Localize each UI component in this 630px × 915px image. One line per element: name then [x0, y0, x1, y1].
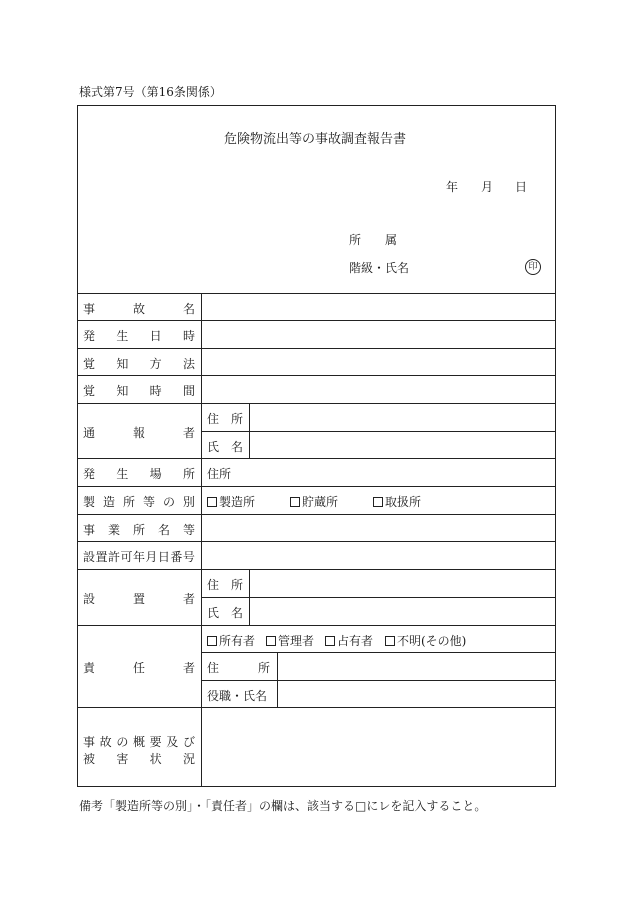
responsible-option[interactable]: 占有者 — [325, 632, 373, 649]
summary-label-line2: 被 害 状 況 — [83, 752, 195, 766]
permit-date-number-label: 設 置 許 可 年 月 日 番 号 — [83, 550, 195, 564]
row-divider — [77, 458, 556, 459]
facility-name-label: 事 業 所 名 等 — [83, 523, 195, 537]
date-day-label: 日 — [515, 180, 528, 194]
checkbox-icon[interactable] — [290, 497, 300, 507]
responsible-address-label: 住 所 — [207, 661, 270, 675]
responsible-option[interactable]: 不明(その他) — [385, 632, 466, 649]
row-divider — [201, 431, 556, 432]
row-divider — [77, 375, 556, 376]
row-divider — [77, 514, 556, 515]
row-divider — [201, 597, 556, 598]
row-divider — [201, 652, 556, 653]
installer-label: 設 置 者 — [83, 592, 195, 606]
row-divider — [77, 569, 556, 570]
facility-type-label: 製 造 所 等 の 別 — [83, 495, 195, 509]
responsible-option[interactable]: 管理者 — [266, 632, 314, 649]
facility-option[interactable]: 取扱所 — [373, 493, 421, 510]
label-column-divider — [201, 293, 202, 787]
form-title: 危険物流出等の事故調査報告書 — [223, 132, 406, 147]
reporter-label: 通 報 者 — [83, 426, 195, 440]
checkbox-icon[interactable] — [207, 636, 217, 646]
responsible-person-label: 責 任 者 — [83, 661, 195, 675]
installer-name-label: 氏 名 — [207, 606, 243, 620]
detection-method-label: 覚 知 方 法 — [83, 357, 195, 371]
row-divider — [77, 541, 556, 542]
rank-name-label: 階級・氏名 — [349, 261, 410, 275]
checkbox-icon[interactable] — [385, 636, 395, 646]
checkbox-icon[interactable] — [266, 636, 276, 646]
reporter-name-label: 氏 名 — [207, 440, 243, 454]
row-divider — [77, 348, 556, 349]
form-number: 様式第7号（第16条関係） — [79, 85, 222, 99]
row-divider — [77, 293, 556, 294]
sub-column-divider — [249, 569, 250, 625]
report-form-frame — [77, 105, 556, 787]
summary-label-line1: 事 故 の 概 要 及 び — [83, 735, 195, 749]
facility-option[interactable]: 貯蔵所 — [290, 493, 338, 510]
place-address-label: 住所 — [207, 467, 232, 481]
row-divider — [77, 403, 556, 404]
installer-address-label: 住 所 — [207, 578, 243, 592]
date-year-label: 年 — [446, 180, 459, 194]
sub-column-divider — [249, 403, 250, 458]
row-divider — [77, 486, 556, 487]
occurrence-place-label: 発 生 場 所 — [83, 467, 195, 481]
checkbox-icon[interactable] — [373, 497, 383, 507]
incident-name-label: 事 故 名 — [83, 302, 195, 316]
row-divider — [201, 680, 556, 681]
date-month-label: 月 — [481, 180, 494, 194]
reporter-address-label: 住 所 — [207, 412, 243, 426]
detection-time-label: 覚 知 時 間 — [83, 384, 195, 398]
facility-option[interactable]: 製造所 — [207, 493, 255, 510]
footnote: 備考「製造所等の別」・「責任者」の欄は、該当する□にレを記入すること。 — [79, 799, 487, 813]
checkbox-icon[interactable] — [325, 636, 335, 646]
sub-column-divider — [277, 652, 278, 707]
row-divider — [77, 320, 556, 321]
responsible-option[interactable]: 所有者 — [207, 632, 255, 649]
row-divider — [77, 707, 556, 708]
affiliation-label: 所 属 — [349, 233, 398, 247]
seal-icon: 印 — [525, 259, 541, 275]
occurrence-datetime-label: 発 生 日 時 — [83, 329, 195, 343]
responsible-title-name-label: 役職・氏名 — [207, 689, 268, 703]
row-divider — [77, 625, 556, 626]
checkbox-icon[interactable] — [207, 497, 217, 507]
